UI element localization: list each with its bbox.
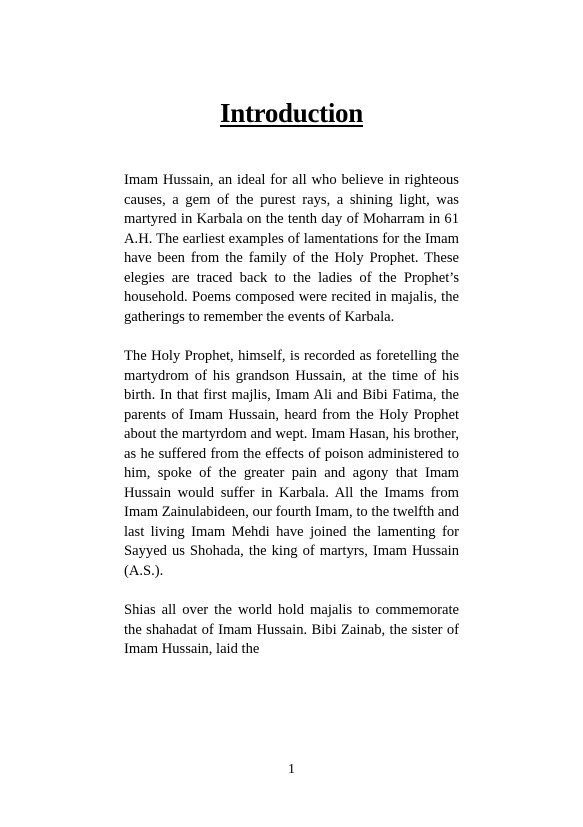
page-number: 1	[288, 762, 295, 777]
paragraph-2: The Holy Prophet, himself, is recorded as foretelling the martydrom of his grandson Hussain, at the time of his birth. In that first majlis, Imam Ali and Bibi Fatima, the parents of Imam Hussain, heard from the Holy Prophet about the martyrdom and wept. Imam Hasan, his brother, as he suffered from the effects of poison administered to him, spoke of the greater pain and agony that Imam Hussain would suffer in Karbala. All the Imams from Imam Zainulabideen, our fourth Imam, to the twelfth and last living Imam Mehdi have joined the lamenting for Sayyed us Shohada, the king of martyrs, Imam Hussain (A.S.).	[124, 348, 459, 579]
paragraph-3: Shias all over the world hold majalis to commemorate the shahadat of Imam Hussain. Bibi Zainab, the sister of Imam Hussain, laid the	[124, 602, 459, 657]
body-text	[124, 171, 459, 680]
page-title: Introduction	[220, 98, 363, 128]
paragraph-1: Imam Hussain, an ideal for all who believe in righteous causes, a gem of the purest rays, a shining light, was martyred in Karbala on the tenth day of Moharram in 61 A.H. The earliest examples of lamentations for the Imam have been from the family of the Holy Prophet. These elegies are traced back to the ladies of the Prophet’s household. Poems composed were recited in majalis, the gatherings to remember the events of Karbala.	[124, 172, 459, 325]
